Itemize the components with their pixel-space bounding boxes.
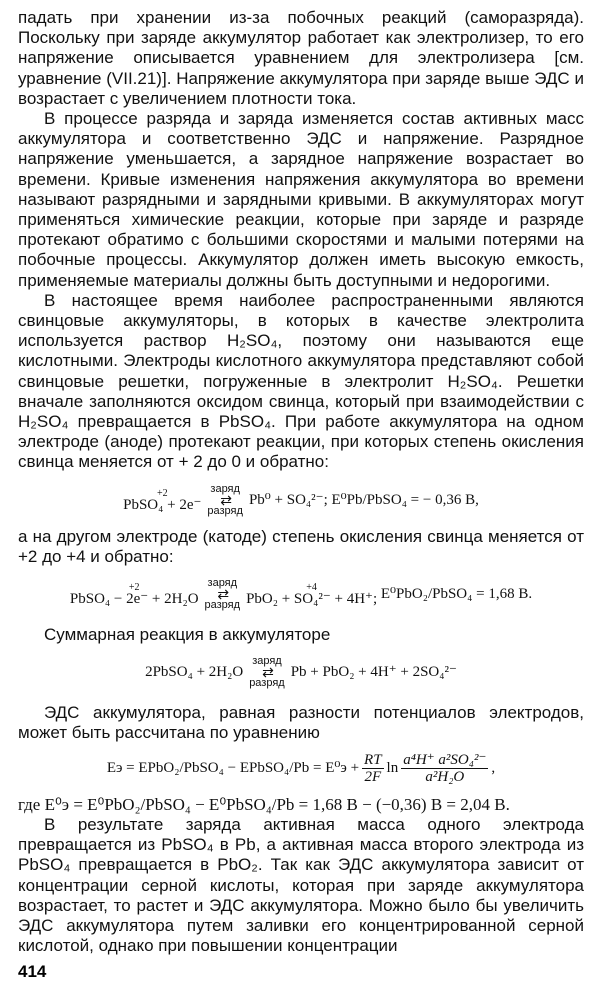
oxidation-state: +2 [156, 487, 168, 499]
ln-symbol: ln [386, 760, 399, 777]
paragraph-7: где E⁰э = E⁰PbO₂/PbSO₄ − E⁰PbSO₄/Pb = 1,68 В − (−0,36) В = 2,04 В. [18, 794, 510, 814]
arrow-label-bottom: разряд [249, 677, 285, 690]
paragraph-4: а на другом электроде (катоде) степень окисления свинца меняется от +2 до +4 и обратно: [18, 526, 584, 566]
reversible-arrow: заряд ⇄ разряд [207, 482, 243, 517]
fraction-numerator: RT [364, 751, 382, 768]
fraction-rt-2f [362, 752, 384, 785]
arrow-label-bottom: разряд [204, 599, 241, 612]
paragraph-5: Суммарная реакция в аккумуляторе [44, 625, 331, 645]
oxidation-state-right: +4 [306, 582, 317, 594]
fraction-denominator: 2F [364, 768, 382, 785]
arrow-label-bottom: разряд [207, 504, 243, 517]
fraction-denominator: a²H₂O [425, 768, 465, 785]
arrow-label-top: заряд [210, 482, 240, 495]
eq-potential: E⁰PbO₂/PbSO₄ = 1,68 В. [380, 585, 533, 602]
reversible-arrow: заряд ⇄ разряд [204, 577, 241, 612]
eq-left: PbSO₄ − 2e⁻ + 2H₂O [69, 591, 199, 608]
eq-left: 2PbSO₄ + 2H₂O [145, 664, 244, 681]
equation-total [18, 655, 584, 689]
eq-tail: , [491, 760, 496, 777]
oxidation-state-left: +2 [128, 582, 140, 594]
equation-emf [18, 752, 584, 785]
arrow-label-top: заряд [252, 655, 282, 668]
paragraph-1: падать при хранении из-за побочных реакций (саморазряда). Поскольку при заряде аккумулятор работает как электролизер, то его напряжение описывается уравнением для электролизера [см. уравнение (VII.21)]. Напряжение аккумулятора при заряде выше ЭДС и возрастает с увеличением плотности тока. [18, 8, 584, 108]
page-text [18, 8, 584, 956]
fraction-activities [401, 752, 488, 785]
paragraph-2: В процессе разряда и заряда изменяется состав активных масс аккумулятора и соответственно ЭДС и напряжение. Разрядное напряжение уменьшается, а зарядное напряжение возрастает во времени. Кривые изменения напряжения аккумулятора во времени называют разрядными и зарядными кривыми. В аккумуляторах могут применяться химические реакции, которые при заряде и разряде протекают обратимо с большими скоростями и малыми потерями на побочные процессы. Аккумулятор должен иметь высокую емкость, применяемые материалы должны быть доступными и недорогими. [18, 109, 584, 290]
paragraph-8: В результате заряда активная масса одного электрода превращается из PbSO₄ в Pb, а активная масса второго электрода из PbSO₄ превращается в PbO₂. Так как ЭДС аккумулятора зависит от концентрации серной кислоты, которая при заряде аккумулятора возрастает, то растет и ЭДС аккумулятора. Можно было бы увеличить ЭДС аккумулятора путем заливки его концентрированной серной кислотой, однако при повышении концентрации [18, 814, 584, 956]
arrow-label-top: заряд [207, 577, 238, 590]
eq-left: PbSO₄ + 2e⁻ [123, 496, 202, 513]
paragraph-6: ЭДС аккумулятора, равная разности потенциалов электродов, может быть рассчитана по уравнению [18, 703, 584, 743]
eq-right: Pb⁰ + SO₄²⁻; [248, 491, 328, 508]
fraction-numerator: a⁴H⁺ a²SO₄²⁻ [403, 751, 487, 768]
reversible-arrow: заряд ⇄ разряд [249, 655, 285, 690]
equation-cathode [18, 577, 584, 611]
eq-right: Pb + PbO₂ + 4H⁺ + 2SO₄²⁻ [290, 664, 457, 681]
page-number: 414 [18, 962, 47, 981]
eq-potential: E⁰Pb/PbSO₄ = − 0,36 В, [331, 491, 479, 508]
equation-anode [18, 483, 584, 517]
eq-left: Eэ = EPbO₂/PbSO₄ − EPbSO₄/Pb = E⁰э + [106, 760, 360, 777]
eq-right: PbO₂ + SO₄²⁻ + 4H⁺; [246, 591, 378, 608]
paragraph-3: В настоящее время наиболее распространенными являются свинцовые аккумуляторы, в которых в качестве электролита используется раствор H₂SO₄, поэтому они называются еще кислотными. Электроды кислотного аккумулятора представляют собой свинцовые решетки, погруженные в электролит H₂SO₄. Решетки вначале заполняются оксидом свинца, который при взаимодействии с H₂SO₄ превращается в PbSO₄. При работе аккумулятора на одном электроде (аноде) протекают реакции, при которых степень окисления свинца меняется от + 2 до 0 и обратно: [18, 290, 584, 472]
